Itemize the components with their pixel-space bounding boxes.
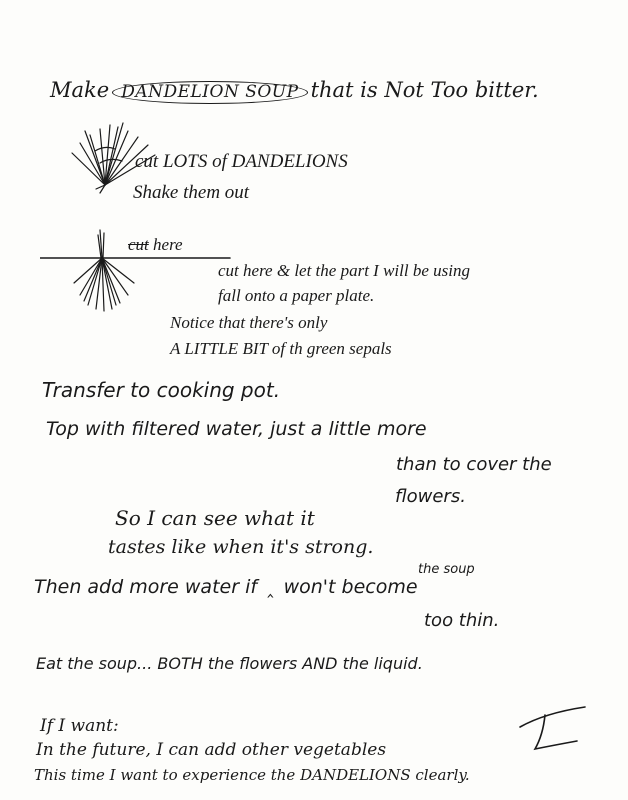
- title-highlight-circled: DANDELION SOUP: [112, 81, 307, 104]
- step5-line1b-text: won't become: [283, 576, 418, 598]
- step2-line4: A LITTLE BIT of th green sepals: [170, 339, 392, 358]
- step1-line1: cut LOTS of DANDELIONS: [135, 151, 348, 172]
- step2-line3: Notice that there's only: [170, 313, 328, 332]
- step4-line2: tastes like when it's strong.: [108, 536, 374, 558]
- here-word: here: [153, 235, 183, 254]
- step5-line1-text: Then add more water if: [34, 576, 258, 598]
- title-line: [50, 80, 539, 104]
- handwritten-signature-mark: [515, 705, 595, 755]
- notes-line2: In the future, I can add other vegetables: [36, 740, 387, 760]
- step4-line1: So I can see what it: [115, 506, 315, 530]
- step2-line2: fall onto a paper plate.: [218, 286, 375, 305]
- title-suffix: that is Not Too bitter.: [310, 78, 539, 102]
- step3-line4: flowers.: [395, 486, 466, 507]
- step1-line2: Shake them out: [133, 182, 250, 203]
- step2-line1: cut here & let the part I will be using: [218, 261, 470, 280]
- step3-line1: Transfer to cooking pot.: [42, 378, 281, 402]
- step3-line3: than to cover the: [396, 454, 552, 475]
- notes-line3: This time I want to experience the DANDELIONS clearly.: [34, 766, 470, 784]
- caret-mark: ‸: [267, 576, 274, 598]
- step2-header: [128, 236, 183, 253]
- step5-line1: [34, 578, 418, 597]
- struck-word: cut: [128, 235, 149, 254]
- step5-line2: too thin.: [424, 610, 500, 631]
- step6-line1: Eat the soup... BOTH the flowers AND the liquid.: [36, 654, 423, 673]
- notes-line1: If I want:: [40, 716, 119, 736]
- title-prefix: Make: [50, 78, 110, 102]
- step5-insert: the soup: [418, 562, 475, 577]
- step3-line2: Top with filtered water, just a little more: [46, 418, 427, 440]
